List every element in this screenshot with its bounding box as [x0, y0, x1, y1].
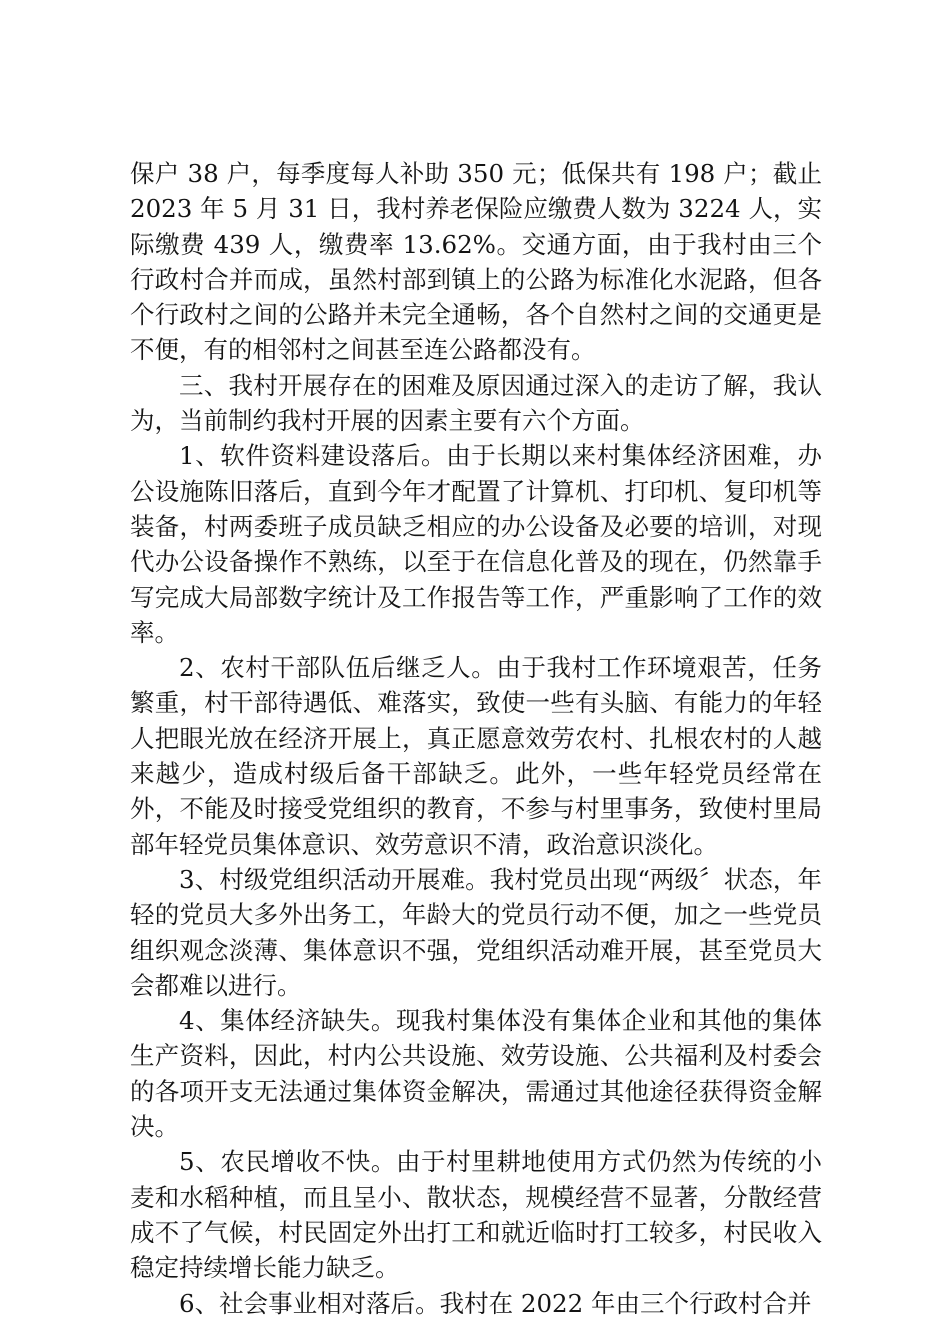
- paragraph-section-three-heading: 三、我村开展存在的困难及原因通过深入的走访了解，我认为，当前制约我村开展的因素主要有六个方面。: [130, 370, 822, 436]
- document-body: [130, 156, 822, 1321]
- paragraph-item-1-software: 1、软件资料建设落后。由于长期以来村集体经济困难，办公设施陈旧落后，直到今年才配置了计算机、打印机、复印机等装备，村两委班子成员缺乏相应的办公设备及必要的培训，对现代办公设备操作不熟练，以至于在信息化普及的现在，仍然靠手写完成大局部数字统计及工作报告等工作，严重影响了工作的效率。: [130, 441, 822, 647]
- paragraph-statistics-transport: 保户 38 户，每季度每人补助 350 元；低保共有 198 户；截止 2023 年 5 月 31 日，我村养老保险应缴费人数为 3224 人，实际缴费 439 人，缴费率 13.62%。交通方面，由于我村由三个行政村合并而成，虽然村部到镇上的公路为标准化水泥路，但各个行政村之间的公路并未完全通畅，各个自然村之间的交通更是不便，有的相邻村之间甚至连公路都没有。: [130, 159, 822, 365]
- paragraph-item-3-party-activities: 3、村级党组织活动开展难。我村党员出现“两级〞状态，年轻的党员大多外出务工，年龄大的党员行动不便，加之一些党员组织观念淡薄、集体意识不强，党组织活动难开展，甚至党员大会都难以进行。: [130, 864, 822, 1000]
- paragraph-item-4-collective-economy: 4、集体经济缺失。现我村集体没有集体企业和其他的集体生产资料，因此，村内公共设施、效劳设施、公共福利及村委会的各项开支无法通过集体资金解决，需通过其他途径获得资金解决。: [130, 1006, 822, 1142]
- paragraph-item-5-income: 5、农民增收不快。由于村里耕地使用方式仍然为传统的小麦和水稻种植，而且呈小、散状态，规模经营不显著，分散经营成不了气候，村民固定外出打工和就近临时打工较多，村民收入稳定持续增长能力缺乏。: [130, 1147, 822, 1283]
- paragraph-item-6-social: 6、社会事业相对落后。我村在 2022 年由三个行政村合并: [179, 1288, 812, 1318]
- paragraph-item-2-cadres: 2、农村干部队伍后继乏人。由于我村工作环境艰苦，任务繁重，村干部待遇低、难落实，致使一些有头脑、有能力的年轻人把眼光放在经济开展上，真正愿意效劳农村、扎根农村的人越来越少，造成村级后备干部缺乏。此外，一些年轻党员经常在外，不能及时接受党组织的教育，不参与村里事务，致使村里局部年轻党员集体意识、效劳意识不清，政治意识淡化。: [130, 653, 822, 859]
